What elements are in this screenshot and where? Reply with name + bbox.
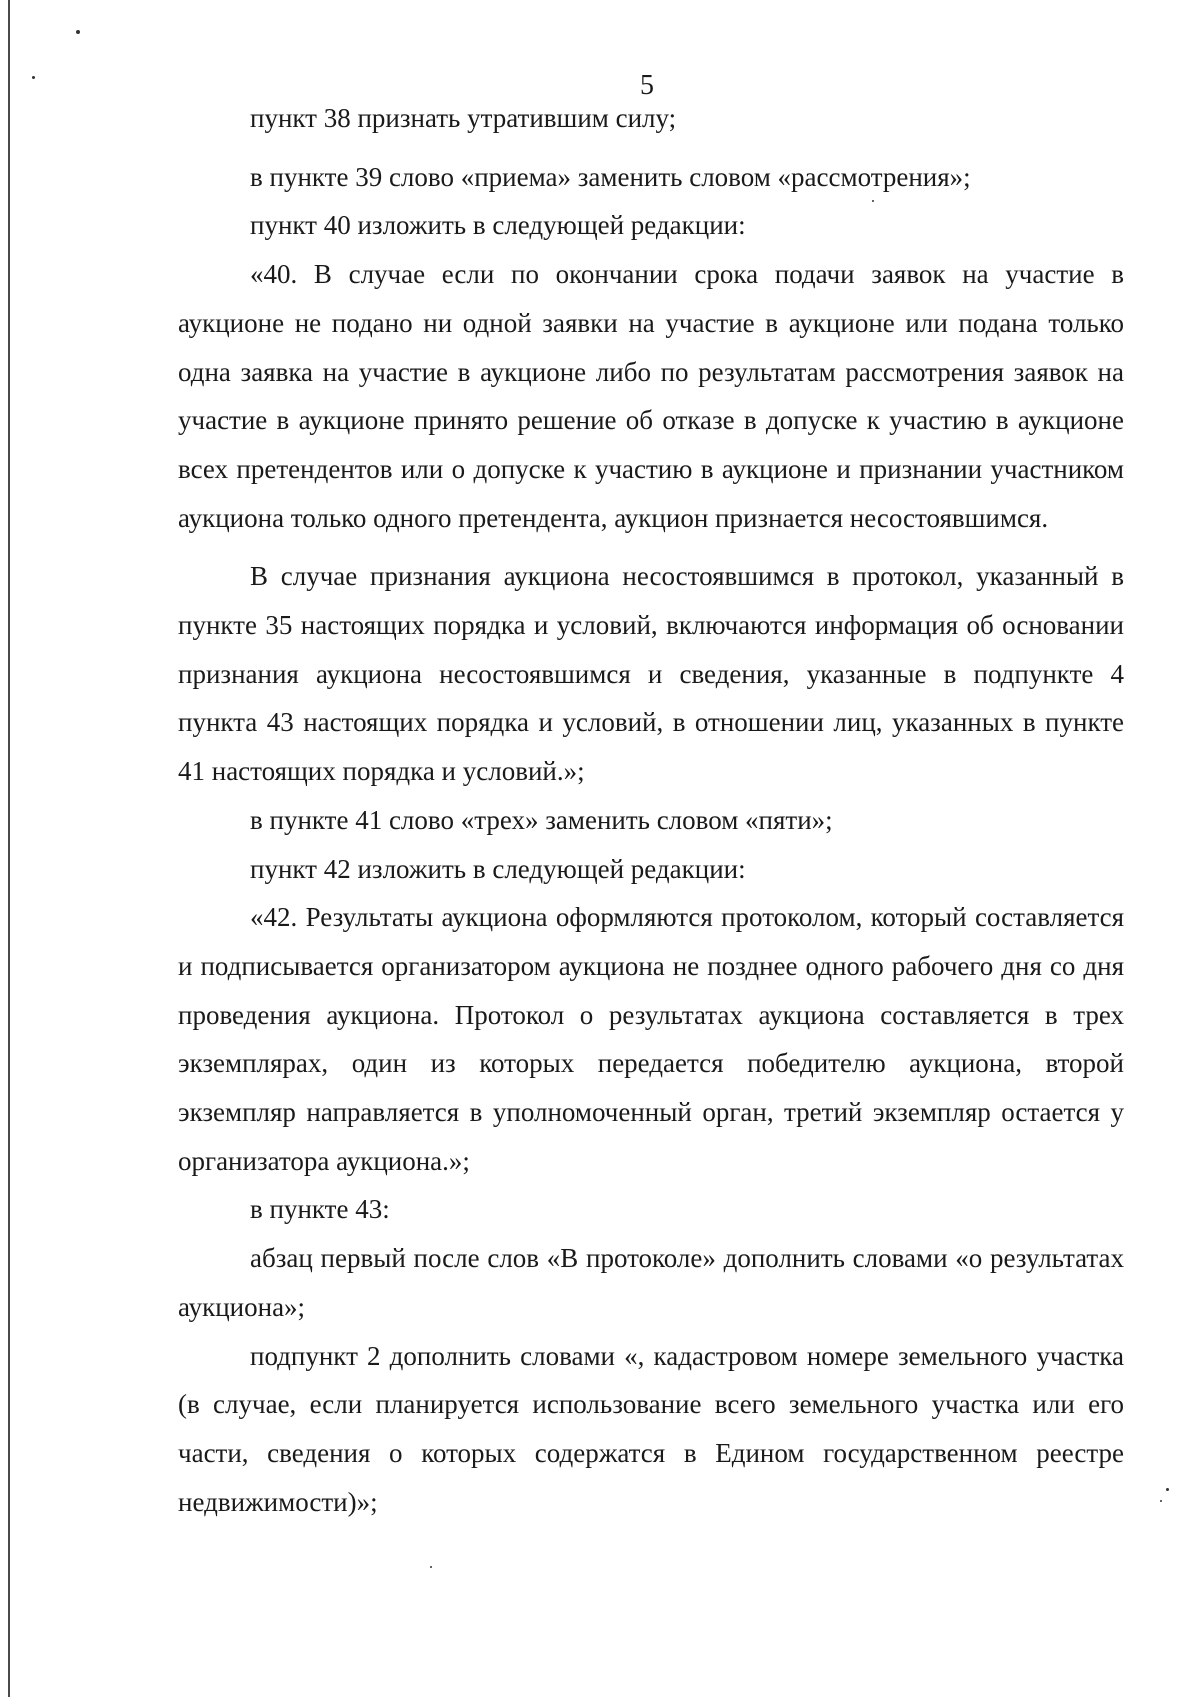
paragraph: В случае признания аукциона несостоявшимся в протокол, указанный в пункте 35 настоящих порядка и условий, включаются информация об основании признания аукциона несостоявшимся и сведения, указанные в подпункте 4 пункта 43 настоящих порядка и условий, в отношении лиц, указанных в пункте 41 настоящих порядка и условий.»;	[178, 561, 1124, 787]
paragraph: в пункте 39 слово «приема» заменить словом «рассмотрения»;	[250, 161, 971, 192]
scan-speck	[430, 1566, 432, 1568]
paragraph: подпункт 2 дополнить словами «, кадастровом номере земельного участка (в случае, если планируется использование всего земельного участка или его части, сведения о которых содержатся в Едином государственном реестре недвижимости)»;	[178, 1340, 1124, 1517]
scan-speck	[32, 76, 35, 79]
scan-speck	[76, 30, 80, 34]
paragraph: пункт 38 признать утратившим силу;	[250, 103, 677, 133]
paragraph: «40. В случае если по окончании срока подачи заявок на участие в аукционе не подано ни одной заявки на участие в аукционе или подана только одна заявка на участие в аукционе либо по результатам рассмотрения заявок на участие в аукционе принято решение об отказе в допуске к участию в аукционе всех претендентов или о допуске к участию в аукционе и признании участником аукциона только одного претендента, аукцион признается несостоявшимся.	[178, 259, 1124, 533]
paragraph: пункт 40 изложить в следующей редакции:	[250, 210, 746, 241]
paragraph: в пункте 43:	[250, 1194, 390, 1225]
paragraph: абзац первый после слов «В протоколе» дополнить словами «о результатах аукциона»;	[178, 1243, 1124, 1322]
scan-speck	[1160, 1500, 1162, 1502]
paragraph: в пункте 41 слово «трех» заменить словом «пяти»;	[250, 804, 833, 835]
scan-left-edge	[8, 0, 10, 1697]
document-body	[178, 94, 1124, 1526]
paragraph: «42. Результаты аукциона оформляются протоколом, который составляется и подписывается организатором аукциона не позднее одного рабочего дня со дня проведения аукциона. Протокол о результатах аукциона составляется в трех экземплярах, один из которых передается победителю аукциона, второй экземпляр направляется в уполномоченный орган, третий экземпляр остается у организатора аукциона.»;	[178, 902, 1124, 1176]
scan-speck	[1166, 1488, 1169, 1491]
page-number: 5	[640, 70, 654, 101]
paragraph: пункт 42 изложить в следующей редакции:	[250, 853, 746, 884]
